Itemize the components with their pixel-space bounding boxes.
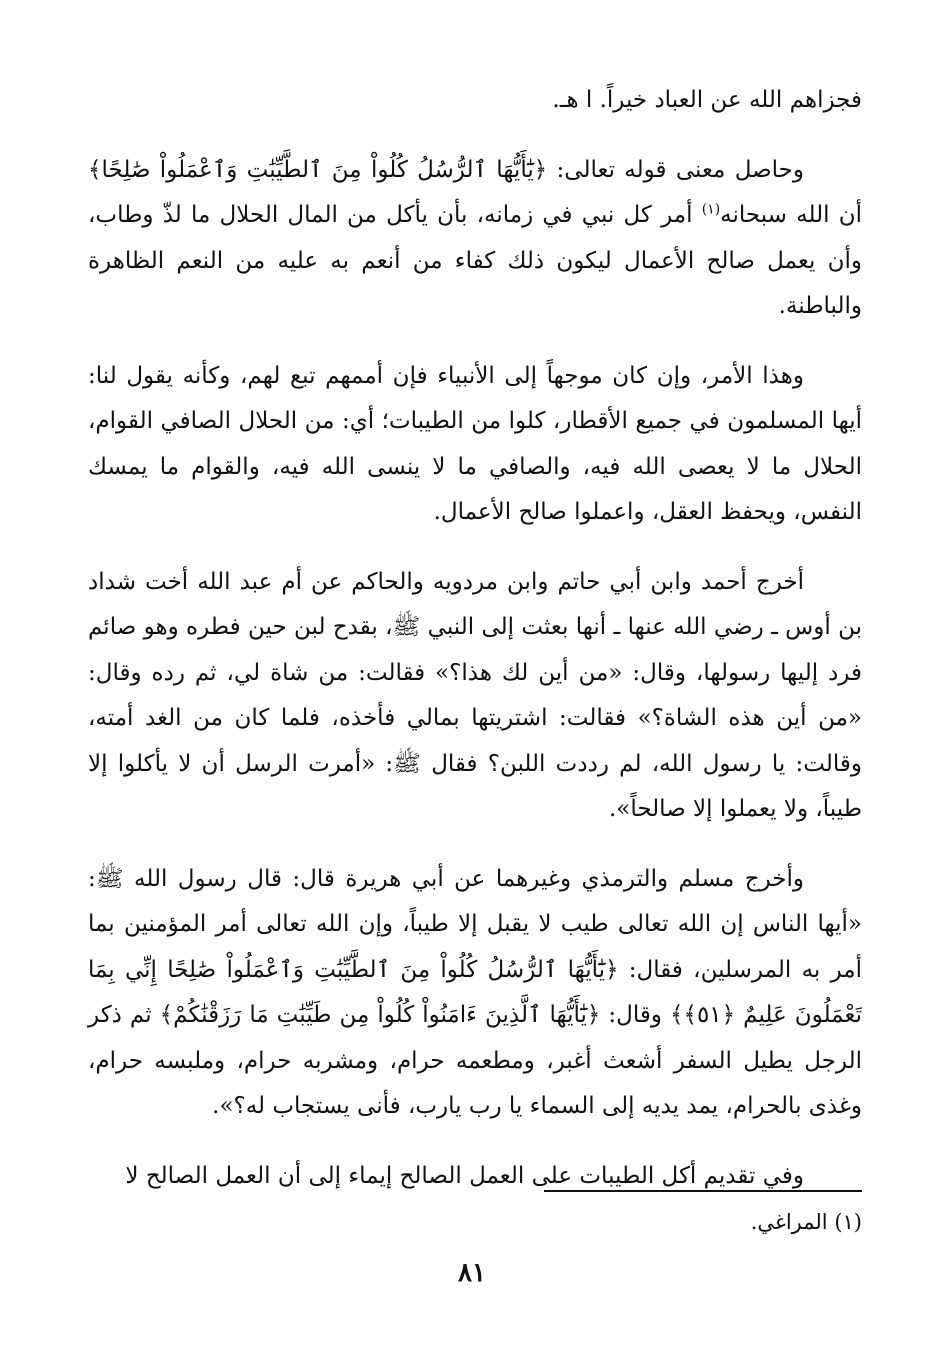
paragraph-3: وهذا الأمر، وإن كان موجهاً إلى الأنبياء فإن أممهم تبع لهم، وكأنه يقول لنا: أيها المسلمون في جميع الأقطار، كلوا من الطيبات؛ أي: من الحلال الصافي القوام، الحلال ما لا يعصى الله فيه، والصافي ما لا ينسى الله فيه، والقوام ما يمسك النفس، ويحفظ العقل، واعملوا صالح الأعمال.: [88, 362, 862, 525]
paragraph-1: فجزاهم الله عن العباد خيراً. ا هـ.: [552, 87, 862, 113]
paragraph-gap: [88, 330, 862, 354]
paragraph-2-start: وحاصل معنى قوله تعالى: ﴿يَٰٓأَيُّهَا ٱلرُّسُلُ كُلُواْ مِنَ ٱلطَّيِّبَٰتِ وَٱعْمَلُواْ صَٰلِحًا﴾ أن الله سبحانه: [88, 156, 863, 228]
paragraph-gap: [88, 124, 862, 148]
paragraph-gap: [88, 536, 862, 560]
paragraph-2: [88, 148, 862, 330]
paragraph-gap: [88, 833, 862, 857]
footnote: (١) المراغي.: [750, 1210, 862, 1234]
paragraph-5: وأخرج مسلم والترمذي وغيرهما عن أبي هريرة قال: قال رسول الله ﷺ: «أيها الناس إن الله تعالى طيب لا يقبل إلا طيباً، وإن الله تعالى أمر المؤمنين بما أمر به المرسلين، فقال: ﴿يَٰٓأَيُّهَا ٱلرُّسُلُ كُلُواْ مِنَ ٱلطَّيِّبَٰتِ وَٱعْمَلُواْ صَٰلِحًا إِنِّي بِمَا تَعْمَلُونَ عَلِيمٌ ﴿٥١﴾﴾ وقال: ﴿يَٰٓأَيُّهَا ٱلَّذِينَ ءَامَنُواْ كُلُواْ مِن طَيِّبَٰتِ مَا رَزَقْنَٰكُمْ﴾ ثم ذكر الرجل يطيل السفر أشعث أغبر، ومطعمه حرام، ومشربه حرام، وملبسه حرام، وغذى بالحرام، يمد يديه إلى السماء يا رب يارب، فأنى يستجاب له؟».: [88, 865, 862, 1119]
footnote-separator: [544, 1190, 862, 1192]
page-number: ٨١: [458, 1258, 486, 1288]
paragraph-2-end: أمر كل نبي في زمانه، بأن يأكل من المال الحلال ما لذّ وطاب، وأن يعمل صالح الأعمال ليكون ذلك كفاء من أنعم به عليه من النعم الظاهرة والباطنة.: [88, 202, 862, 319]
paragraph-4: أخرج أحمد وابن أبي حاتم وابن مردويه والحاكم عن أم عبد الله أخت شداد بن أوس ـ رضي الله عنها ـ أنها بعثت إلى النبي ﷺ، بقدح لبن حين فطره وهو صائم فرد إليها رسولها، وقال: «من أين لك هذا؟» فقالت: من شاة لي، ثم رده وقال: «من أين هذه الشاة؟» فقالت: اشتريتها بمالي فأخذه، فلما كان من الغد أمته، وقالت: يا رسول الله، لم رددت اللبن؟ فقال ﷺ: «أمرت الرسل أن لا يأكلوا إلا طيباً، ولا يعملوا إلا صالحاً».: [88, 568, 862, 822]
paragraph-gap: [88, 1130, 862, 1154]
main-text: [88, 78, 862, 1199]
paragraph-6: وفي تقديم أكل الطيبات على العمل الصالح إيماء إلى أن العمل الصالح لا: [125, 1162, 804, 1189]
footnote-marker: (١): [701, 201, 721, 218]
